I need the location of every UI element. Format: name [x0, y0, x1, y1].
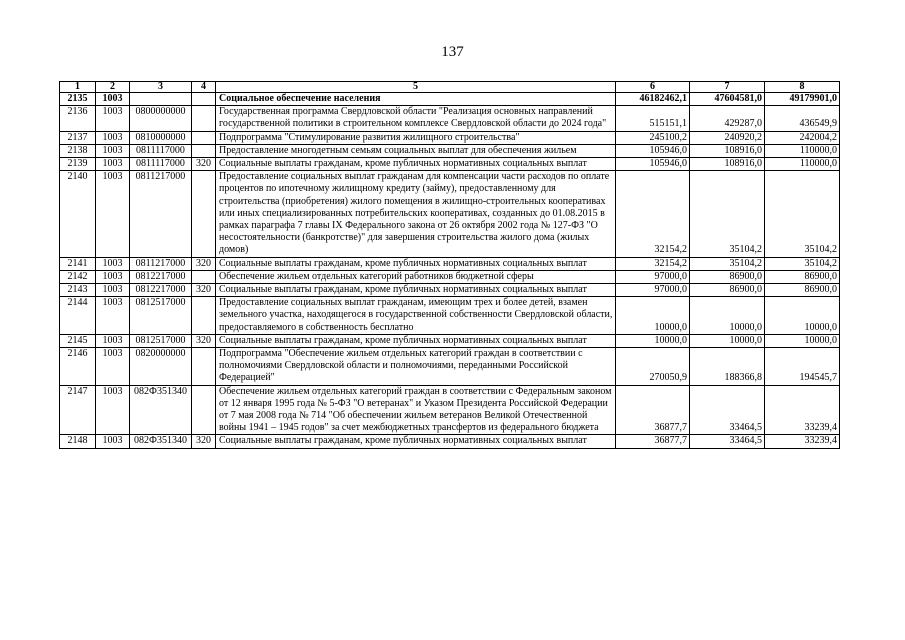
expense-type-code-cell — [192, 144, 216, 157]
section-code-cell: 1003 — [96, 257, 130, 270]
amount-year1-cell: 515151,1 — [616, 106, 690, 131]
row-number-cell: 2141 — [60, 257, 96, 270]
amount-year2-cell: 108916,0 — [690, 144, 765, 157]
expense-type-code-cell — [192, 297, 216, 335]
target-article-code-cell: 0811217000 — [130, 171, 192, 257]
amount-year3-cell: 33239,4 — [765, 435, 840, 448]
amount-year1-cell: 36877,7 — [616, 385, 690, 435]
amount-year3-cell: 110000,0 — [765, 144, 840, 157]
column-header: 4 — [192, 82, 216, 93]
amount-year1-cell: 10000,0 — [616, 334, 690, 347]
table-row — [60, 385, 840, 435]
table-row — [60, 106, 840, 131]
item-name-cell: Социальное обеспечение населения — [216, 93, 616, 106]
target-article-code-cell: 082Ф351340 — [130, 385, 192, 435]
amount-year2-cell: 33464,5 — [690, 435, 765, 448]
target-article-code-cell: 0812517000 — [130, 334, 192, 347]
target-article-code-cell — [130, 93, 192, 106]
item-name-cell: Социальные выплаты гражданам, кроме публичных нормативных социальных выплат — [216, 284, 616, 297]
section-code-cell: 1003 — [96, 131, 130, 144]
amount-year3-cell: 10000,0 — [765, 297, 840, 335]
item-name-cell: Подпрограмма "Обеспечение жильем отдельных категорий граждан в соответствии с полномочиями Свердловской области и полномочиями, переданными Российской Федерацией" — [216, 348, 616, 386]
item-name-cell: Обеспечение жильем отдельных категорий граждан в соответствии с Федеральным законом от 12 января 1995 года № 5-ФЗ "О ветеранах" и Указом Президента Российской Федерации от 7 мая 2008 года № 714 "Об обеспечении жильем ветеранов Великой Отечественной войны 1941 – 1945 годов" за счет межбюджетных трансфертов из федерального бюджета — [216, 385, 616, 435]
budget-table — [59, 81, 840, 449]
row-number-cell: 2143 — [60, 284, 96, 297]
amount-year2-cell: 86900,0 — [690, 284, 765, 297]
amount-year1-cell: 105946,0 — [616, 158, 690, 171]
amount-year2-cell: 429287,0 — [690, 106, 765, 131]
section-code-cell: 1003 — [96, 93, 130, 106]
section-code-cell: 1003 — [96, 106, 130, 131]
expense-type-code-cell: 320 — [192, 257, 216, 270]
amount-year3-cell: 242004,2 — [765, 131, 840, 144]
row-number-cell: 2142 — [60, 270, 96, 283]
section-code-cell: 1003 — [96, 334, 130, 347]
table-row — [60, 144, 840, 157]
table-row — [60, 334, 840, 347]
column-header: 8 — [765, 82, 840, 93]
amount-year2-cell: 86900,0 — [690, 270, 765, 283]
row-number-cell: 2136 — [60, 106, 96, 131]
row-number-cell: 2140 — [60, 171, 96, 257]
row-number-cell: 2138 — [60, 144, 96, 157]
column-header: 5 — [216, 82, 616, 93]
row-number-cell: 2144 — [60, 297, 96, 335]
page-number: 137 — [441, 44, 464, 60]
table-row — [60, 270, 840, 283]
amount-year2-cell: 35104,2 — [690, 257, 765, 270]
table-row — [60, 297, 840, 335]
table-row — [60, 435, 840, 448]
row-number-cell: 2139 — [60, 158, 96, 171]
amount-year2-cell: 188366,8 — [690, 348, 765, 386]
expense-type-code-cell — [192, 348, 216, 386]
expense-type-code-cell: 320 — [192, 334, 216, 347]
column-header: 7 — [690, 82, 765, 93]
section-code-cell: 1003 — [96, 348, 130, 386]
target-article-code-cell: 0812217000 — [130, 284, 192, 297]
amount-year1-cell: 36877,7 — [616, 435, 690, 448]
row-number-cell: 2147 — [60, 385, 96, 435]
amount-year2-cell: 240920,2 — [690, 131, 765, 144]
amount-year1-cell: 32154,2 — [616, 171, 690, 257]
column-header: 1 — [60, 82, 96, 93]
amount-year1-cell: 32154,2 — [616, 257, 690, 270]
amount-year1-cell: 105946,0 — [616, 144, 690, 157]
amount-year3-cell: 86900,0 — [765, 284, 840, 297]
amount-year3-cell: 35104,2 — [765, 257, 840, 270]
amount-year3-cell: 10000,0 — [765, 334, 840, 347]
expense-type-code-cell — [192, 93, 216, 106]
amount-year3-cell: 49179901,0 — [765, 93, 840, 106]
item-name-cell: Подпрограмма "Стимулирование развития жилищного строительства" — [216, 131, 616, 144]
expense-type-code-cell — [192, 106, 216, 131]
header-row — [60, 82, 840, 93]
target-article-code-cell: 0820000000 — [130, 348, 192, 386]
section-code-cell: 1003 — [96, 158, 130, 171]
amount-year1-cell: 46182462,1 — [616, 93, 690, 106]
amount-year2-cell: 10000,0 — [690, 297, 765, 335]
target-article-code-cell: 0800000000 — [130, 106, 192, 131]
section-code-cell: 1003 — [96, 270, 130, 283]
target-article-code-cell: 0811217000 — [130, 257, 192, 270]
expense-type-code-cell — [192, 131, 216, 144]
section-code-cell: 1003 — [96, 385, 130, 435]
item-name-cell: Предоставление многодетным семьям социальных выплат для обеспечения жильем — [216, 144, 616, 157]
section-code-cell: 1003 — [96, 171, 130, 257]
item-name-cell: Обеспечение жильем отдельных категорий работников бюджетной сферы — [216, 270, 616, 283]
table-row — [60, 93, 840, 106]
table-row — [60, 284, 840, 297]
amount-year2-cell: 33464,5 — [690, 385, 765, 435]
item-name-cell: Государственная программа Свердловской области "Реализация основных направлений государственной политики в строительном комплексе Свердловской области до 2024 года" — [216, 106, 616, 131]
item-name-cell: Предоставление социальных выплат гражданам для компенсации части расходов по оплате процентов по ипотечному жилищному кредиту (займу), предоставленному для строительства (приобретения) жилого помещения в жилищно-строительных кооперативах или иных специализированных потребительских кооперативах, созданных до 01.08.2015 в рамках параграфа 7 главы IX Федерального закона от 26 октября 2002 года № 127-ФЗ "О несостоятельности (банкротстве)" для завершения строительства жилого дома (жилых домов) — [216, 171, 616, 257]
table-row — [60, 257, 840, 270]
expense-type-code-cell — [192, 270, 216, 283]
target-article-code-cell: 0811117000 — [130, 158, 192, 171]
row-number-cell: 2137 — [60, 131, 96, 144]
expense-type-code-cell — [192, 171, 216, 257]
column-header: 2 — [96, 82, 130, 93]
target-article-code-cell: 0811117000 — [130, 144, 192, 157]
amount-year3-cell: 436549,9 — [765, 106, 840, 131]
amount-year2-cell: 35104,2 — [690, 171, 765, 257]
expense-type-code-cell: 320 — [192, 435, 216, 448]
amount-year3-cell: 33239,4 — [765, 385, 840, 435]
amount-year3-cell: 194545,7 — [765, 348, 840, 386]
item-name-cell: Социальные выплаты гражданам, кроме публичных нормативных социальных выплат — [216, 435, 616, 448]
column-header: 3 — [130, 82, 192, 93]
amount-year1-cell: 10000,0 — [616, 297, 690, 335]
table-row — [60, 348, 840, 386]
table-row — [60, 171, 840, 257]
target-article-code-cell: 0812517000 — [130, 297, 192, 335]
row-number-cell: 2148 — [60, 435, 96, 448]
amount-year3-cell: 86900,0 — [765, 270, 840, 283]
row-number-cell: 2135 — [60, 93, 96, 106]
expense-type-code-cell: 320 — [192, 158, 216, 171]
amount-year3-cell: 110000,0 — [765, 158, 840, 171]
row-number-cell: 2145 — [60, 334, 96, 347]
item-name-cell: Предоставление социальных выплат гражданам, имеющим трех и более детей, взамен земельного участка, находящегося в государственной собственности Свердловской области, предоставляемого в собственность бесплатно — [216, 297, 616, 335]
target-article-code-cell: 082Ф351340 — [130, 435, 192, 448]
amount-year1-cell: 245100,2 — [616, 131, 690, 144]
section-code-cell: 1003 — [96, 297, 130, 335]
item-name-cell: Социальные выплаты гражданам, кроме публичных нормативных социальных выплат — [216, 257, 616, 270]
amount-year2-cell: 108916,0 — [690, 158, 765, 171]
amount-year2-cell: 10000,0 — [690, 334, 765, 347]
item-name-cell: Социальные выплаты гражданам, кроме публичных нормативных социальных выплат — [216, 158, 616, 171]
section-code-cell: 1003 — [96, 144, 130, 157]
section-code-cell: 1003 — [96, 435, 130, 448]
target-article-code-cell: 0810000000 — [130, 131, 192, 144]
row-number-cell: 2146 — [60, 348, 96, 386]
amount-year3-cell: 35104,2 — [765, 171, 840, 257]
amount-year1-cell: 97000,0 — [616, 284, 690, 297]
target-article-code-cell: 0812217000 — [130, 270, 192, 283]
column-header: 6 — [616, 82, 690, 93]
table-row — [60, 131, 840, 144]
expense-type-code-cell — [192, 385, 216, 435]
expense-type-code-cell: 320 — [192, 284, 216, 297]
table-row — [60, 158, 840, 171]
amount-year2-cell: 47604581,0 — [690, 93, 765, 106]
item-name-cell: Социальные выплаты гражданам, кроме публичных нормативных социальных выплат — [216, 334, 616, 347]
amount-year1-cell: 97000,0 — [616, 270, 690, 283]
amount-year1-cell: 270050,9 — [616, 348, 690, 386]
section-code-cell: 1003 — [96, 284, 130, 297]
